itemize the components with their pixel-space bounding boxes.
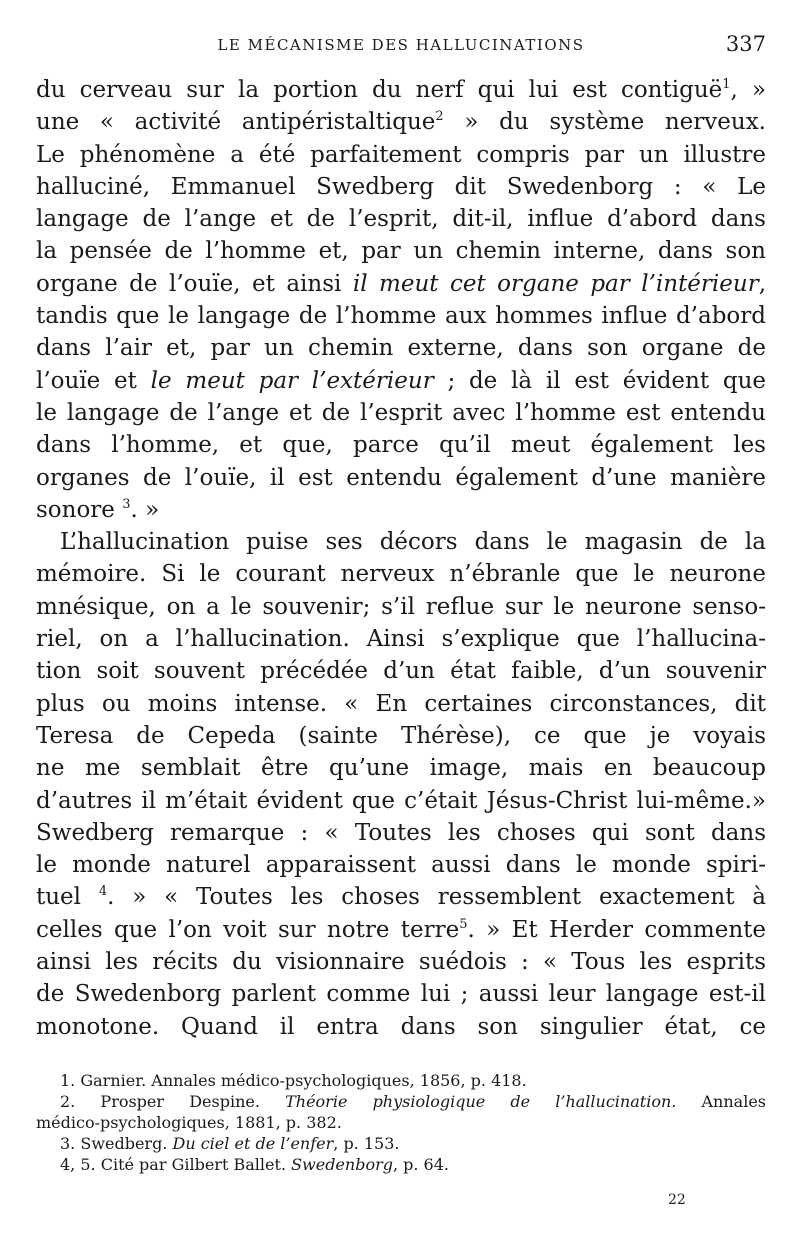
footnote-ref: 3 [122,496,131,512]
text-line: langage de l’ange et de l’esprit, dit-il, influe d’abord dans [36,206,766,233]
text-line: halluciné, Emmanuel Swedberg dit Swedenborg : « Le [36,173,766,200]
text-line: riel, on a l’hallucination. Ainsi s’explique que l’hallucina- [36,626,766,653]
text-line: mémoire. Si le courant nerveux n’ébranle que le neurone [36,561,766,588]
text-run: 2. Prosper Despine. [60,1092,286,1111]
text-line: Swedberg remarque : « Toutes les choses qui sont dans [36,819,766,846]
text-line [36,106,766,138]
text-line [36,914,766,946]
text-line: mnésique, on a le souvenir; s’il reflue sur le neurone senso- [36,593,766,620]
text-run: celles que l’on voit sur notre terre [36,916,460,943]
italic-run: le meut par l’extérieur [150,367,434,394]
text-line [36,365,766,397]
footnote [36,1154,766,1175]
footnote-ref: 5 [459,916,468,932]
signature-mark: 22 [668,1192,686,1208]
text-line: de Swedenborg parlent comme lui ; aussi leur langage est-il [36,981,766,1008]
text-run: une « activité antipéristaltique [36,109,436,136]
text-line [36,494,766,526]
footnote [36,1070,766,1091]
text-run: organe de l’ouïe, et ainsi [36,270,353,297]
footnote [36,1133,766,1154]
running-head [36,32,766,58]
footnote-ref: 1 [722,77,731,92]
text-run: 3. Swedberg. [60,1134,173,1153]
running-title: LE MÉCANISME DES HALLUCINATIONS [217,36,585,54]
text-line [36,268,766,300]
text-line: tion soit souvent précédée d’un état faible, d’un souvenir [36,658,766,685]
text-line: la pensée de l’homme et, par un chemin interne, dans son [36,238,766,265]
italic-run: il meut cet organe par l’intérieur [352,270,759,297]
text-run: . » [130,496,160,523]
text-run: du cerveau sur la portion du nerf qui lui est contiguë [36,77,723,103]
text-line [36,881,766,913]
text-line: ne me semblait être qu’une image, mais en beaucoup [36,755,766,782]
italic-run: Théorie physiologique de l’hallucination. [285,1092,677,1111]
text-line: plus ou moins intense. « En certaines circonstances, dit [36,690,766,717]
text-run: » du système nerveux. [443,109,766,136]
text-run: l’ouïe et [36,367,151,394]
body-text [36,74,766,1043]
text-line: tandis que le langage de l’homme aux hommes influe d’abord [36,303,766,330]
text-run: 4, 5. Cité par Gilbert Ballet. [60,1155,292,1174]
text-run: médico-psychologiques, 1881, p. 382. [36,1113,342,1132]
text-line: organes de l’ouïe, il est entendu également d’une manière [36,464,766,491]
text-run: . » « Toutes les choses ressemblent exactement à [107,884,766,911]
text-line: Le phénomène a été parfaitement compris par un illustre [36,141,766,168]
text-run: , p. 153. [333,1134,400,1153]
footnote [36,1112,766,1133]
text-line: Teresa de Cepeda (sainte Thérèse), ce que je voyais [36,722,766,749]
footnote-ref: 4 [98,884,108,900]
text-line: dans l’homme, et que, parce qu’il meut également les [36,432,766,459]
page-number: 337 [725,32,766,56]
text-run: ; de là il est évident que [433,367,766,394]
italic-run: Swedenborg [291,1155,393,1174]
text-run: sonore [36,496,123,523]
text-line: dans l’air et, par un chemin externe, dans son organe de [36,335,766,362]
text-run: , » [730,77,766,103]
text-line: monotone. Quand il entra dans son singulier état, ce [36,1013,766,1040]
footnote [36,1091,766,1112]
text-line: d’autres il m’était évident que c’était Jésus-Christ lui-même.» [36,787,766,814]
text-line: le langage de l’ange et de l’esprit avec l’homme est entendu [36,399,766,426]
text-line: L’hallucination puise ses décors dans le magasin de la [60,529,766,556]
text-run: . » Et Herder commente [467,916,766,943]
text-run: Annales [676,1092,767,1111]
text-line: le monde naturel apparaissent aussi dans le monde spiri- [36,852,766,879]
paragraph [36,526,766,1043]
text-run: tuel [36,884,99,911]
text-run: , [758,270,767,297]
footnote-ref: 2 [435,109,444,125]
paragraph [36,74,766,526]
footnotes [36,1070,766,1175]
text-line: ainsi les récits du visionnaire suédois : « Tous les esprits [36,949,766,976]
text-line [36,74,766,106]
text-run: , p. 64. [392,1155,449,1174]
italic-run: Du ciel et de l’enfer [172,1134,334,1153]
text-run: 1. Garnier. Annales médico-psychologiques, 1856, p. 418. [60,1071,527,1090]
